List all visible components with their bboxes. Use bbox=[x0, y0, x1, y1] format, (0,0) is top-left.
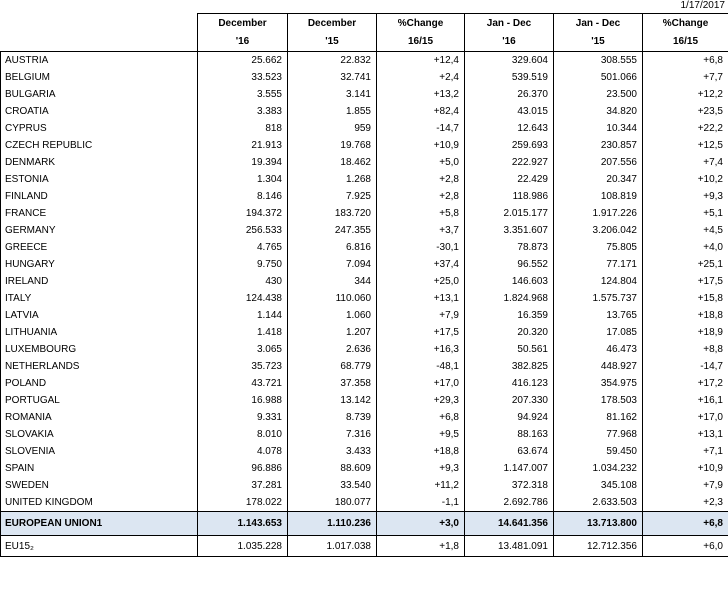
jan-dec-16-cell: 96.552 bbox=[465, 256, 554, 273]
change-month-cell: +25,0 bbox=[377, 273, 465, 290]
change-month-cell: +7,9 bbox=[377, 307, 465, 324]
country-name-cell: PORTUGAL bbox=[1, 392, 198, 409]
country-name-cell: DENMARK bbox=[1, 154, 198, 171]
change-month-cell: +5,0 bbox=[377, 154, 465, 171]
change-month-cell: +9,5 bbox=[377, 426, 465, 443]
table-row bbox=[1, 103, 728, 120]
jan-dec-15-cell: 2.633.503 bbox=[554, 494, 643, 512]
change-month-cell: -1,1 bbox=[377, 494, 465, 512]
table-row bbox=[1, 358, 728, 375]
december-15-cell: 2.636 bbox=[288, 341, 377, 358]
header-change-ytd: %Change 16/15 bbox=[643, 14, 728, 52]
december-16-cell: 1.144 bbox=[198, 307, 288, 324]
jan-dec-16-cell: 1.147.007 bbox=[465, 460, 554, 477]
change-month-cell: +29,3 bbox=[377, 392, 465, 409]
country-name-cell: NETHERLANDS bbox=[1, 358, 198, 375]
table-row bbox=[1, 86, 728, 103]
change-ytd-cell: +4,0 bbox=[643, 239, 728, 256]
december-16-cell: 430 bbox=[198, 273, 288, 290]
december-16-cell: 818 bbox=[198, 120, 288, 137]
december-16-cell: 19.394 bbox=[198, 154, 288, 171]
jan-dec-15-cell: 1.917.226 bbox=[554, 205, 643, 222]
december-15-cell: 344 bbox=[288, 273, 377, 290]
jan-dec-16-cell: 12.643 bbox=[465, 120, 554, 137]
december-15-cell: 7.316 bbox=[288, 426, 377, 443]
december-15-cell: 110.060 bbox=[288, 290, 377, 307]
jan-dec-15-cell: 124.804 bbox=[554, 273, 643, 290]
jan-dec-16-cell: 1.824.968 bbox=[465, 290, 554, 307]
jan-dec-15-cell: 13.713.800 bbox=[554, 512, 643, 536]
december-15-cell: 180.077 bbox=[288, 494, 377, 512]
jan-dec-16-cell: 222.927 bbox=[465, 154, 554, 171]
table-row bbox=[1, 69, 728, 86]
jan-dec-16-cell: 88.163 bbox=[465, 426, 554, 443]
jan-dec-15-cell: 23.500 bbox=[554, 86, 643, 103]
december-15-cell: 18.462 bbox=[288, 154, 377, 171]
change-month-cell: +10,9 bbox=[377, 137, 465, 154]
country-name-cell: ROMANIA bbox=[1, 409, 198, 426]
jan-dec-16-cell: 16.359 bbox=[465, 307, 554, 324]
jan-dec-16-cell: 146.603 bbox=[465, 273, 554, 290]
country-name-cell: CYPRUS bbox=[1, 120, 198, 137]
change-ytd-cell: +10,2 bbox=[643, 171, 728, 188]
jan-dec-15-cell: 10.344 bbox=[554, 120, 643, 137]
december-16-cell: 1.418 bbox=[198, 324, 288, 341]
december-15-cell: 37.358 bbox=[288, 375, 377, 392]
change-month-cell: +18,8 bbox=[377, 443, 465, 460]
jan-dec-16-cell: 2.692.786 bbox=[465, 494, 554, 512]
country-name-cell: POLAND bbox=[1, 375, 198, 392]
jan-dec-15-cell: 34.820 bbox=[554, 103, 643, 120]
country-name-cell: GERMANY bbox=[1, 222, 198, 239]
header-blank bbox=[1, 14, 198, 52]
change-month-cell: +13,2 bbox=[377, 86, 465, 103]
december-15-cell: 6.816 bbox=[288, 239, 377, 256]
change-ytd-cell: +25,1 bbox=[643, 256, 728, 273]
change-ytd-cell: +6,8 bbox=[643, 52, 728, 70]
change-month-cell: +17,0 bbox=[377, 375, 465, 392]
december-16-cell: 256.533 bbox=[198, 222, 288, 239]
jan-dec-15-cell: 178.503 bbox=[554, 392, 643, 409]
december-16-cell: 96.886 bbox=[198, 460, 288, 477]
header-december-15: December '15 bbox=[288, 14, 377, 52]
table-row bbox=[1, 239, 728, 256]
december-16-cell: 8.010 bbox=[198, 426, 288, 443]
december-16-cell: 4.078 bbox=[198, 443, 288, 460]
change-ytd-cell: +17,5 bbox=[643, 273, 728, 290]
table-row bbox=[1, 154, 728, 171]
change-month-cell: +3,0 bbox=[377, 512, 465, 536]
change-ytd-cell: +12,2 bbox=[643, 86, 728, 103]
country-name-cell: BULGARIA bbox=[1, 86, 198, 103]
december-16-cell: 16.988 bbox=[198, 392, 288, 409]
change-month-cell: +13,1 bbox=[377, 290, 465, 307]
change-month-cell: +6,8 bbox=[377, 409, 465, 426]
december-16-cell: 35.723 bbox=[198, 358, 288, 375]
table-row bbox=[1, 222, 728, 239]
change-month-cell: +5,8 bbox=[377, 205, 465, 222]
country-name-cell: LUXEMBOURG bbox=[1, 341, 198, 358]
jan-dec-16-cell: 382.825 bbox=[465, 358, 554, 375]
jan-dec-16-cell: 118.986 bbox=[465, 188, 554, 205]
header-change-month: %Change 16/15 bbox=[377, 14, 465, 52]
country-name-cell: CZECH REPUBLIC bbox=[1, 137, 198, 154]
table-header-row bbox=[1, 14, 728, 52]
table-row bbox=[1, 120, 728, 137]
december-15-cell: 1.060 bbox=[288, 307, 377, 324]
change-month-cell: +2,4 bbox=[377, 69, 465, 86]
header-jan-dec-15: Jan - Dec '15 bbox=[554, 14, 643, 52]
change-ytd-cell: +18,9 bbox=[643, 324, 728, 341]
change-month-cell: +9,3 bbox=[377, 460, 465, 477]
december-16-cell: 33.523 bbox=[198, 69, 288, 86]
december-16-cell: 194.372 bbox=[198, 205, 288, 222]
change-month-cell: +16,3 bbox=[377, 341, 465, 358]
december-15-cell: 7.094 bbox=[288, 256, 377, 273]
december-15-cell: 32.741 bbox=[288, 69, 377, 86]
jan-dec-16-cell: 26.370 bbox=[465, 86, 554, 103]
change-month-cell: +37,4 bbox=[377, 256, 465, 273]
jan-dec-16-cell: 207.330 bbox=[465, 392, 554, 409]
table-row bbox=[1, 409, 728, 426]
jan-dec-15-cell: 1.034.232 bbox=[554, 460, 643, 477]
change-ytd-cell: +17,0 bbox=[643, 409, 728, 426]
country-name-cell: LATVIA bbox=[1, 307, 198, 324]
december-16-cell: 1.143.653 bbox=[198, 512, 288, 536]
jan-dec-15-cell: 308.555 bbox=[554, 52, 643, 70]
table-row bbox=[1, 324, 728, 341]
change-ytd-cell: +6,8 bbox=[643, 512, 728, 536]
change-ytd-cell: +10,9 bbox=[643, 460, 728, 477]
country-name-cell: ESTONIA bbox=[1, 171, 198, 188]
eu15-total-row bbox=[1, 536, 728, 557]
december-16-cell: 3.555 bbox=[198, 86, 288, 103]
december-15-cell: 13.142 bbox=[288, 392, 377, 409]
jan-dec-16-cell: 13.481.091 bbox=[465, 536, 554, 557]
country-name-cell: HUNGARY bbox=[1, 256, 198, 273]
change-month-cell: -14,7 bbox=[377, 120, 465, 137]
change-month-cell: +12,4 bbox=[377, 52, 465, 70]
jan-dec-16-cell: 43.015 bbox=[465, 103, 554, 120]
december-15-cell: 19.768 bbox=[288, 137, 377, 154]
jan-dec-16-cell: 539.519 bbox=[465, 69, 554, 86]
jan-dec-16-cell: 416.123 bbox=[465, 375, 554, 392]
jan-dec-15-cell: 354.975 bbox=[554, 375, 643, 392]
table-row bbox=[1, 188, 728, 205]
change-month-cell: -30,1 bbox=[377, 239, 465, 256]
change-ytd-cell: +22,2 bbox=[643, 120, 728, 137]
table-row bbox=[1, 494, 728, 512]
december-16-cell: 1.035.228 bbox=[198, 536, 288, 557]
table-row bbox=[1, 477, 728, 494]
december-16-cell: 37.281 bbox=[198, 477, 288, 494]
table-row bbox=[1, 256, 728, 273]
table-row bbox=[1, 307, 728, 324]
change-month-cell: +11,2 bbox=[377, 477, 465, 494]
december-15-cell: 1.017.038 bbox=[288, 536, 377, 557]
change-ytd-cell: -14,7 bbox=[643, 358, 728, 375]
table-row bbox=[1, 137, 728, 154]
country-name-cell: BELGIUM bbox=[1, 69, 198, 86]
jan-dec-15-cell: 17.085 bbox=[554, 324, 643, 341]
country-name-cell: UNITED KINGDOM bbox=[1, 494, 198, 512]
table-row bbox=[1, 205, 728, 222]
change-ytd-cell: +12,5 bbox=[643, 137, 728, 154]
jan-dec-15-cell: 59.450 bbox=[554, 443, 643, 460]
change-ytd-cell: +6,0 bbox=[643, 536, 728, 557]
country-name-cell: EUROPEAN UNION1 bbox=[1, 512, 198, 536]
jan-dec-16-cell: 14.641.356 bbox=[465, 512, 554, 536]
december-15-cell: 1.207 bbox=[288, 324, 377, 341]
jan-dec-15-cell: 81.162 bbox=[554, 409, 643, 426]
change-ytd-cell: +4,5 bbox=[643, 222, 728, 239]
december-16-cell: 4.765 bbox=[198, 239, 288, 256]
december-16-cell: 21.913 bbox=[198, 137, 288, 154]
december-16-cell: 124.438 bbox=[198, 290, 288, 307]
change-ytd-cell: +8,8 bbox=[643, 341, 728, 358]
change-month-cell: +17,5 bbox=[377, 324, 465, 341]
change-ytd-cell: +2,3 bbox=[643, 494, 728, 512]
country-name-cell: IRELAND bbox=[1, 273, 198, 290]
jan-dec-15-cell: 77.968 bbox=[554, 426, 643, 443]
december-16-cell: 178.022 bbox=[198, 494, 288, 512]
jan-dec-15-cell: 46.473 bbox=[554, 341, 643, 358]
eu-total-row bbox=[1, 512, 728, 536]
country-name-cell: EU15₂ bbox=[1, 536, 198, 557]
table-row bbox=[1, 52, 728, 70]
change-ytd-cell: +13,1 bbox=[643, 426, 728, 443]
country-name-cell: LITHUANIA bbox=[1, 324, 198, 341]
december-15-cell: 7.925 bbox=[288, 188, 377, 205]
country-name-cell: SLOVENIA bbox=[1, 443, 198, 460]
header-jan-dec-16: Jan - Dec '16 bbox=[465, 14, 554, 52]
registrations-table bbox=[0, 13, 728, 557]
december-15-cell: 1.110.236 bbox=[288, 512, 377, 536]
table-row bbox=[1, 392, 728, 409]
change-ytd-cell: +7,7 bbox=[643, 69, 728, 86]
jan-dec-15-cell: 3.206.042 bbox=[554, 222, 643, 239]
jan-dec-16-cell: 259.693 bbox=[465, 137, 554, 154]
change-ytd-cell: +16,1 bbox=[643, 392, 728, 409]
jan-dec-16-cell: 78.873 bbox=[465, 239, 554, 256]
change-month-cell: -48,1 bbox=[377, 358, 465, 375]
december-15-cell: 88.609 bbox=[288, 460, 377, 477]
change-ytd-cell: +9,3 bbox=[643, 188, 728, 205]
table-row bbox=[1, 171, 728, 188]
table-row bbox=[1, 290, 728, 307]
jan-dec-15-cell: 448.927 bbox=[554, 358, 643, 375]
change-ytd-cell: +17,2 bbox=[643, 375, 728, 392]
december-15-cell: 3.141 bbox=[288, 86, 377, 103]
december-15-cell: 8.739 bbox=[288, 409, 377, 426]
jan-dec-15-cell: 77.171 bbox=[554, 256, 643, 273]
table-row bbox=[1, 460, 728, 477]
jan-dec-16-cell: 20.320 bbox=[465, 324, 554, 341]
december-16-cell: 3.383 bbox=[198, 103, 288, 120]
jan-dec-16-cell: 2.015.177 bbox=[465, 205, 554, 222]
december-16-cell: 25.662 bbox=[198, 52, 288, 70]
change-ytd-cell: +5,1 bbox=[643, 205, 728, 222]
jan-dec-15-cell: 13.765 bbox=[554, 307, 643, 324]
change-ytd-cell: +7,4 bbox=[643, 154, 728, 171]
country-name-cell: GREECE bbox=[1, 239, 198, 256]
jan-dec-15-cell: 12.712.356 bbox=[554, 536, 643, 557]
december-16-cell: 9.331 bbox=[198, 409, 288, 426]
jan-dec-15-cell: 230.857 bbox=[554, 137, 643, 154]
change-ytd-cell: +18,8 bbox=[643, 307, 728, 324]
jan-dec-15-cell: 108.819 bbox=[554, 188, 643, 205]
change-month-cell: +2,8 bbox=[377, 188, 465, 205]
jan-dec-15-cell: 207.556 bbox=[554, 154, 643, 171]
december-15-cell: 1.855 bbox=[288, 103, 377, 120]
jan-dec-16-cell: 63.674 bbox=[465, 443, 554, 460]
december-15-cell: 247.355 bbox=[288, 222, 377, 239]
december-15-cell: 959 bbox=[288, 120, 377, 137]
december-15-cell: 183.720 bbox=[288, 205, 377, 222]
country-name-cell: AUSTRIA bbox=[1, 52, 198, 70]
table-row bbox=[1, 375, 728, 392]
country-name-cell: SWEDEN bbox=[1, 477, 198, 494]
table-row bbox=[1, 273, 728, 290]
country-name-cell: FINLAND bbox=[1, 188, 198, 205]
country-name-cell: SLOVAKIA bbox=[1, 426, 198, 443]
jan-dec-16-cell: 50.561 bbox=[465, 341, 554, 358]
december-15-cell: 22.832 bbox=[288, 52, 377, 70]
country-name-cell: SPAIN bbox=[1, 460, 198, 477]
change-month-cell: +1,8 bbox=[377, 536, 465, 557]
change-ytd-cell: +7,9 bbox=[643, 477, 728, 494]
jan-dec-15-cell: 20.347 bbox=[554, 171, 643, 188]
jan-dec-16-cell: 94.924 bbox=[465, 409, 554, 426]
jan-dec-16-cell: 372.318 bbox=[465, 477, 554, 494]
jan-dec-15-cell: 345.108 bbox=[554, 477, 643, 494]
december-15-cell: 68.779 bbox=[288, 358, 377, 375]
country-name-cell: FRANCE bbox=[1, 205, 198, 222]
jan-dec-16-cell: 3.351.607 bbox=[465, 222, 554, 239]
december-15-cell: 3.433 bbox=[288, 443, 377, 460]
december-16-cell: 43.721 bbox=[198, 375, 288, 392]
change-ytd-cell: +7,1 bbox=[643, 443, 728, 460]
jan-dec-15-cell: 75.805 bbox=[554, 239, 643, 256]
change-month-cell: +82,4 bbox=[377, 103, 465, 120]
change-ytd-cell: +15,8 bbox=[643, 290, 728, 307]
change-month-cell: +2,8 bbox=[377, 171, 465, 188]
change-ytd-cell: +23,5 bbox=[643, 103, 728, 120]
table-row bbox=[1, 426, 728, 443]
december-16-cell: 1.304 bbox=[198, 171, 288, 188]
country-name-cell: CROATIA bbox=[1, 103, 198, 120]
header-december-16: December '16 bbox=[198, 14, 288, 52]
report-date: 1/17/2017 bbox=[680, 0, 725, 11]
table-row bbox=[1, 443, 728, 460]
jan-dec-16-cell: 329.604 bbox=[465, 52, 554, 70]
december-16-cell: 8.146 bbox=[198, 188, 288, 205]
country-name-cell: ITALY bbox=[1, 290, 198, 307]
jan-dec-16-cell: 22.429 bbox=[465, 171, 554, 188]
jan-dec-15-cell: 501.066 bbox=[554, 69, 643, 86]
december-16-cell: 3.065 bbox=[198, 341, 288, 358]
december-15-cell: 33.540 bbox=[288, 477, 377, 494]
change-month-cell: +3,7 bbox=[377, 222, 465, 239]
december-16-cell: 9.750 bbox=[198, 256, 288, 273]
december-15-cell: 1.268 bbox=[288, 171, 377, 188]
jan-dec-15-cell: 1.575.737 bbox=[554, 290, 643, 307]
table-row bbox=[1, 341, 728, 358]
